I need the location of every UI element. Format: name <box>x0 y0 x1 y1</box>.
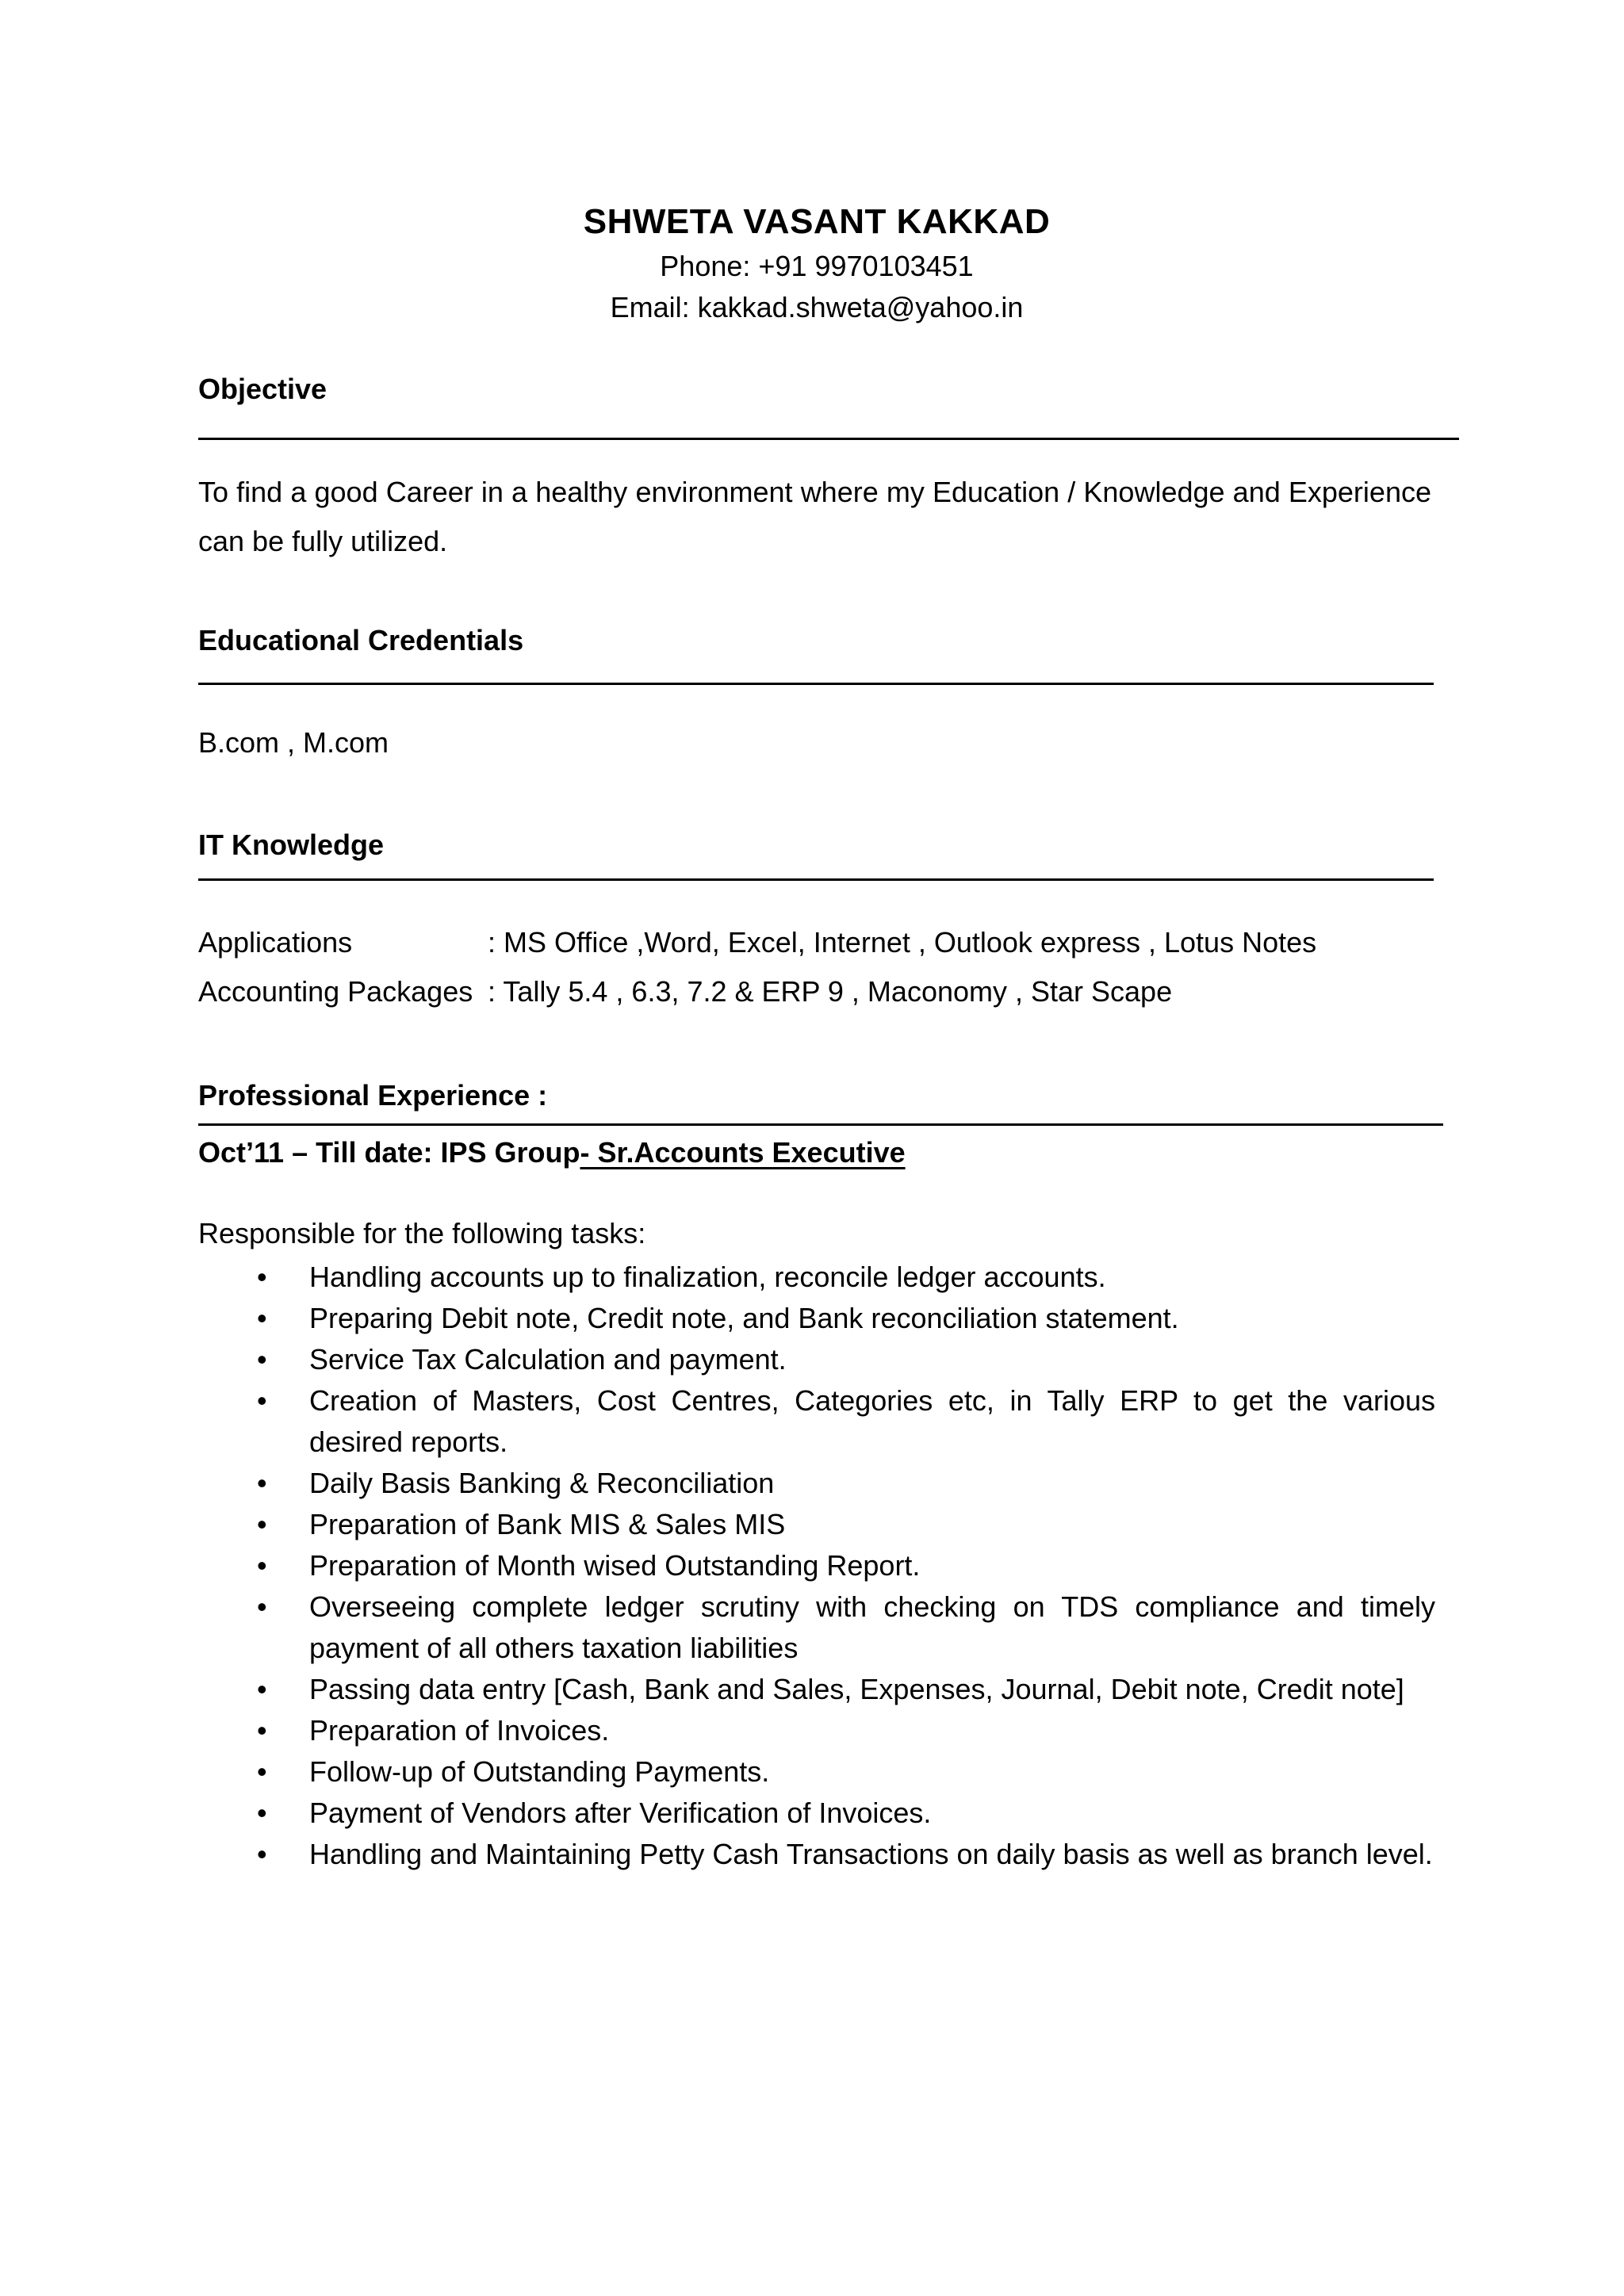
list-item <box>198 1504 1435 1545</box>
list-item <box>198 1298 1435 1339</box>
list-item <box>198 1793 1435 1834</box>
task-text: Daily Basis Banking & Reconciliation <box>309 1467 775 1499</box>
task-text: Payment of Vendors after Verification of Invoices. <box>309 1797 932 1829</box>
objective-text: To find a good Career in a healthy environment where my Education / Knowledge and Experience can be fully utilized. <box>198 476 1431 557</box>
task-text: Overseeing complete ledger scrutiny with checking on TDS compliance and timely payment of all others taxation liabilities <box>309 1590 1435 1664</box>
bullet-icon: • <box>257 1467 267 1499</box>
task-text: Handling accounts up to finalization, reconcile ledger accounts. <box>309 1261 1106 1293</box>
task-text: Service Tax Calculation and payment. <box>309 1343 787 1376</box>
list-item <box>198 1380 1435 1463</box>
job-role: - Sr.Accounts Executive <box>580 1136 906 1169</box>
list-item <box>198 1669 1435 1710</box>
phone-line: Phone: +91 9970103451 <box>660 250 974 282</box>
experience-heading: Professional Experience : <box>198 1079 548 1112</box>
objective-divider <box>198 438 1459 440</box>
task-text: Preparation of Invoices. <box>309 1714 610 1747</box>
education-text: B.com , M.com <box>198 726 389 759</box>
list-item <box>198 1586 1435 1669</box>
bullet-icon: • <box>257 1508 267 1540</box>
task-text: Passing data entry [Cash, Bank and Sales, Expenses, Journal, Debit note, Credit note] <box>309 1673 1404 1705</box>
it-knowledge-table <box>198 918 1316 1016</box>
list-item <box>198 1545 1435 1586</box>
task-text: Preparing Debit note, Credit note, and Bank reconciliation statement. <box>309 1302 1179 1334</box>
education-divider <box>198 683 1434 685</box>
bullet-icon: • <box>257 1673 267 1705</box>
list-item <box>198 1751 1435 1793</box>
list-item <box>198 1834 1435 1875</box>
bullet-icon: • <box>257 1343 267 1376</box>
bullet-icon: • <box>257 1590 267 1623</box>
it-label: Accounting Packages <box>198 975 473 1008</box>
bullet-icon: • <box>257 1838 267 1870</box>
bullet-icon: • <box>257 1755 267 1788</box>
bullet-icon: • <box>257 1302 267 1334</box>
it-value: : Tally 5.4 , 6.3, 7.2 & ERP 9 , Maconomy , Star Scape <box>488 975 1173 1008</box>
job-title-line <box>198 1134 906 1172</box>
it-knowledge-divider <box>198 878 1434 881</box>
list-item <box>198 1339 1435 1380</box>
it-row-applications <box>198 918 1316 967</box>
it-knowledge-heading: IT Knowledge <box>198 828 384 861</box>
bullet-icon: • <box>257 1797 267 1829</box>
objective-heading: Objective <box>198 373 327 405</box>
task-list <box>198 1257 1435 1875</box>
bullet-icon: • <box>257 1261 267 1293</box>
bullet-icon: • <box>257 1714 267 1747</box>
task-text: Handling and Maintaining Petty Cash Transactions on daily basis as well as branch level. <box>309 1838 1433 1870</box>
education-heading: Educational Credentials <box>198 624 524 656</box>
task-text: Preparation of Bank MIS & Sales MIS <box>309 1508 786 1540</box>
list-item <box>198 1710 1435 1751</box>
it-value: : MS Office ,Word, Excel, Internet , Outlook express , Lotus Notes <box>488 926 1317 959</box>
bullet-icon: • <box>257 1384 267 1417</box>
task-text: Preparation of Month wised Outstanding Report. <box>309 1549 921 1582</box>
resume-header <box>198 198 1435 328</box>
task-text: Follow-up of Outstanding Payments. <box>309 1755 770 1788</box>
bullet-icon: • <box>257 1549 267 1582</box>
task-text: Creation of Masters, Cost Centres, Categories etc, in Tally ERP to get the various desired reports. <box>309 1384 1435 1458</box>
responsibilities-intro: Responsible for the following tasks: <box>198 1217 646 1249</box>
it-label: Applications <box>198 926 353 959</box>
it-row-accounting-packages <box>198 967 1316 1016</box>
list-item <box>198 1257 1435 1298</box>
candidate-name: SHWETA VASANT KAKKAD <box>583 202 1051 241</box>
email-line: Email: kakkad.shweta@yahoo.in <box>610 291 1024 323</box>
list-item <box>198 1463 1435 1504</box>
job-period: Oct’11 – Till date: IPS Group <box>198 1136 580 1169</box>
experience-divider <box>198 1123 1443 1126</box>
